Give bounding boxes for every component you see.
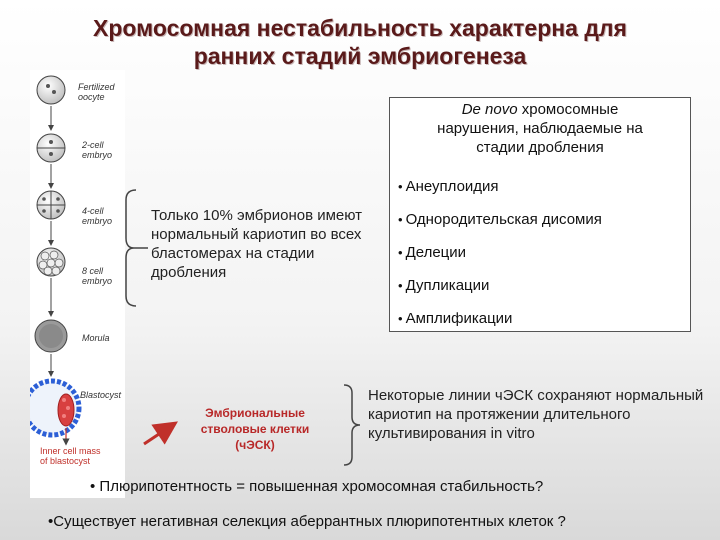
de-novo-abnormalities-box bbox=[389, 97, 691, 332]
pluripotency-question: • Плюрипотентность = повышенная хромосомная стабильность? bbox=[90, 478, 544, 495]
four-cell-embryo-icon bbox=[37, 191, 65, 219]
cleavage-stage-brace bbox=[122, 188, 150, 308]
two-cell-embryo-icon bbox=[37, 134, 65, 162]
two-cell-label: 2-cell embryo bbox=[82, 140, 113, 160]
slide-title bbox=[20, 14, 700, 70]
normal-karyotype-note: Только 10% эмбрионов имеют нормальный кариотип во всех бластомерах на стадии дробления bbox=[151, 207, 363, 281]
list-item: • Дупликации bbox=[398, 277, 490, 294]
negative-selection-question: •Существует негативная селекция аберрантных плюрипотентных клеток ? bbox=[48, 513, 566, 530]
list-item: • Однородительская дисомия bbox=[398, 211, 602, 228]
eight-cell-label: 8 cell embryo bbox=[82, 266, 113, 286]
title-line-1: Хромосомная нестабильность характерна для bbox=[93, 15, 627, 41]
four-cell-label: 4-cell embryo bbox=[82, 206, 113, 226]
eight-cell-embryo-icon bbox=[37, 248, 65, 276]
de-novo-italic: De novo bbox=[461, 101, 518, 118]
title-line-2: ранних стадий эмбриогенеза bbox=[193, 43, 527, 69]
box-heading: De novo хромосомные нарушения, наблюдаемые на стадии дробления bbox=[437, 101, 643, 156]
esc-karyotype-note: Некоторые линии чЭСК сохраняют нормальный кариотип на протяжении длительного культивирования in vitro bbox=[368, 387, 704, 442]
fertilized-oocyte-label: Fertilized oocyte bbox=[78, 82, 115, 102]
embryo-development-panel bbox=[30, 70, 125, 498]
morula-icon bbox=[35, 320, 67, 352]
blastocyst-label: Blastocyst bbox=[80, 390, 122, 400]
list-item: • Анеуплоидия bbox=[398, 178, 499, 195]
abnormality-list bbox=[398, 178, 602, 343]
fertilized-oocyte-icon bbox=[37, 76, 65, 104]
morula-label: Morula bbox=[82, 333, 110, 343]
inner-cell-mass-label: Inner cell mass of blastocyst bbox=[40, 446, 101, 466]
esc-brace bbox=[340, 383, 366, 467]
list-item: • Делеции bbox=[398, 244, 467, 261]
esc-label: Эмбриональные стволовые клетки (чЭСК) bbox=[200, 406, 310, 452]
list-item: • Амплификации bbox=[398, 310, 513, 327]
blastocyst-icon bbox=[30, 381, 79, 435]
